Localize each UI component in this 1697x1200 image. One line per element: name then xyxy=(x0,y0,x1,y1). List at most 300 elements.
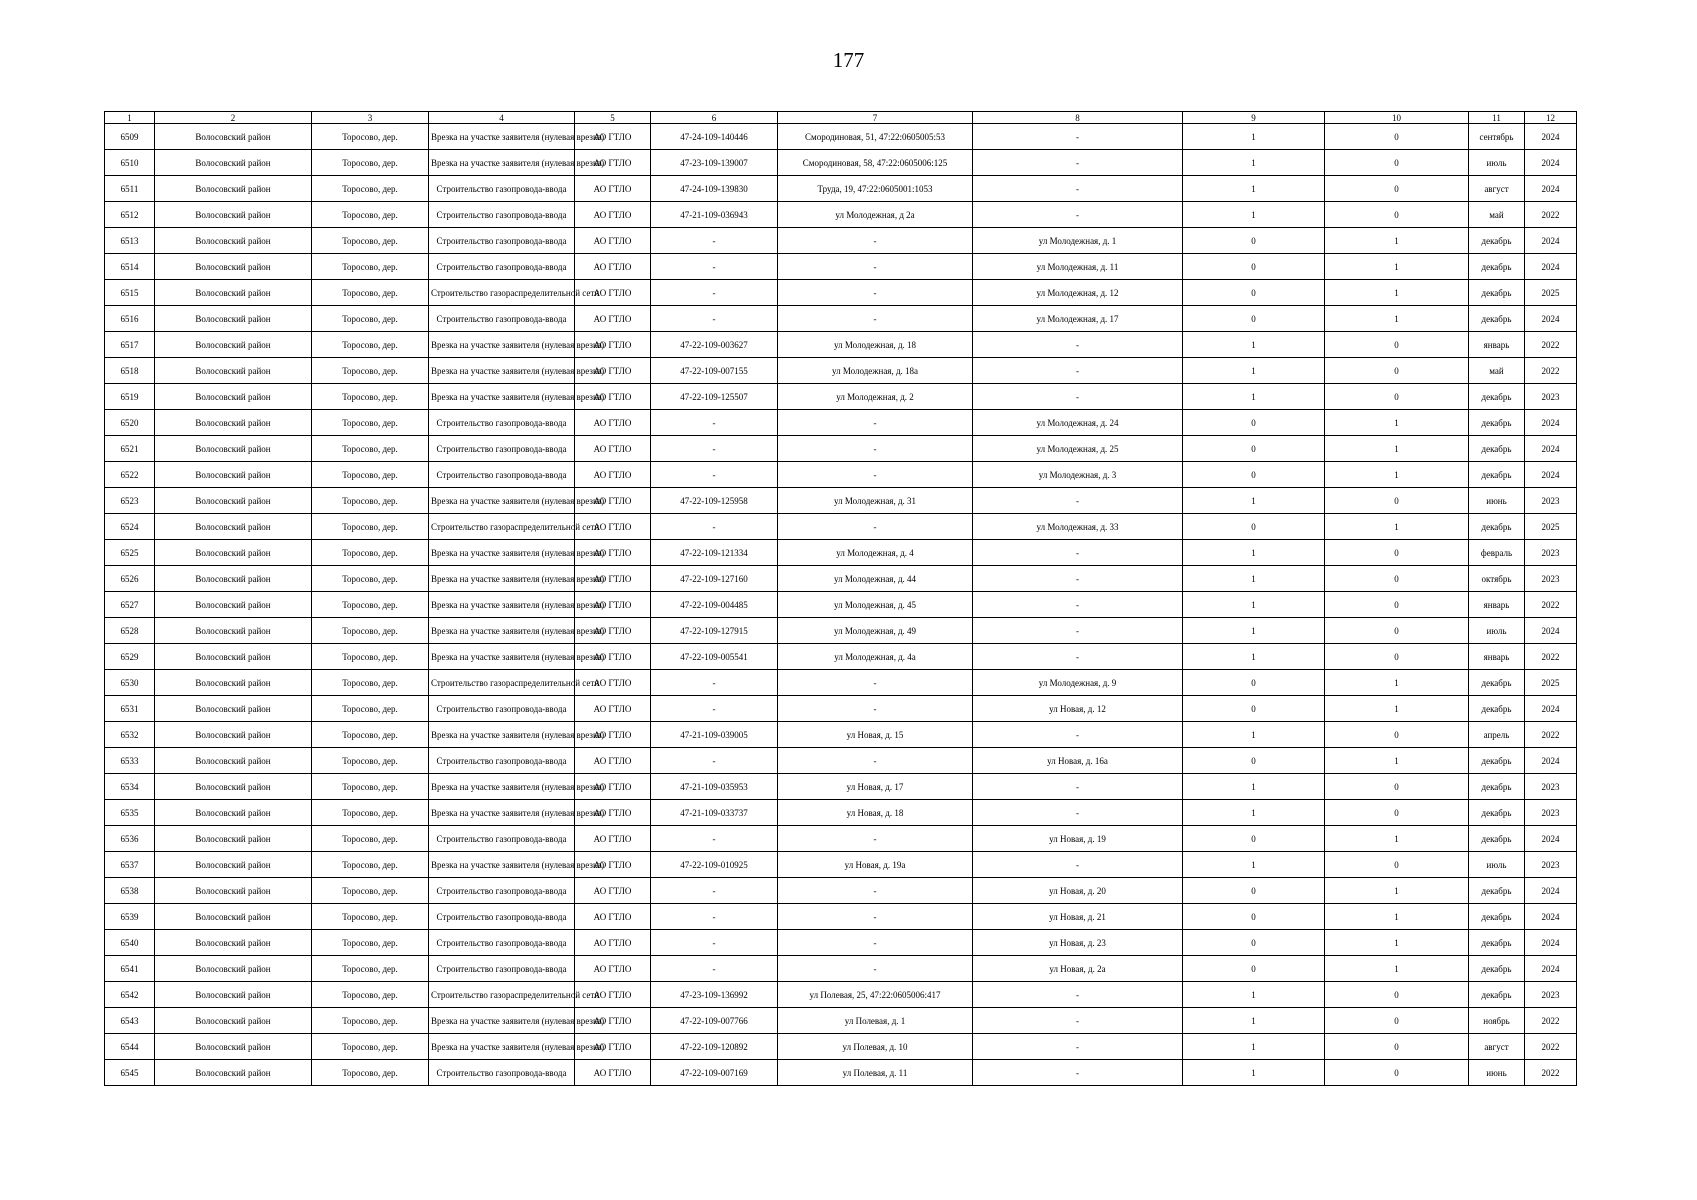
row-number-cell: 6520 xyxy=(105,410,155,436)
address-cell: - xyxy=(778,228,973,254)
count-a-cell: 1 xyxy=(1183,644,1325,670)
column-header: 11 xyxy=(1469,112,1525,124)
organization-cell: АО ГТЛО xyxy=(575,254,651,280)
planned-address-cell: ул Молодежная, д. 3 xyxy=(973,462,1183,488)
count-a-cell: 0 xyxy=(1183,956,1325,982)
settlement-cell: Торосово, дер. xyxy=(312,150,429,176)
count-b-cell: 1 xyxy=(1325,280,1469,306)
table-row xyxy=(105,800,1577,826)
row-number-cell: 6516 xyxy=(105,306,155,332)
organization-cell: АО ГТЛО xyxy=(575,930,651,956)
planned-address-cell: ул Молодежная, д. 11 xyxy=(973,254,1183,280)
work-type-cell: Строительство газопровода-ввода xyxy=(429,878,575,904)
row-number-cell: 6531 xyxy=(105,696,155,722)
table-row xyxy=(105,280,1577,306)
district-cell: Волосовский район xyxy=(155,358,312,384)
table-row xyxy=(105,930,1577,956)
address-cell: Смородиновая, 58, 47:22:0605006:125 xyxy=(778,150,973,176)
settlement-cell: Торосово, дер. xyxy=(312,670,429,696)
count-a-cell: 0 xyxy=(1183,670,1325,696)
district-cell: Волосовский район xyxy=(155,956,312,982)
district-cell: Волосовский район xyxy=(155,982,312,1008)
planned-address-cell: - xyxy=(973,1060,1183,1086)
table-row xyxy=(105,462,1577,488)
month-cell: декабрь xyxy=(1469,254,1525,280)
row-number-cell: 6545 xyxy=(105,1060,155,1086)
table-row xyxy=(105,254,1577,280)
table-row xyxy=(105,982,1577,1008)
settlement-cell: Торосово, дер. xyxy=(312,202,429,228)
settlement-cell: Торосово, дер. xyxy=(312,800,429,826)
table-row xyxy=(105,1060,1577,1086)
address-cell: - xyxy=(778,410,973,436)
table-row xyxy=(105,696,1577,722)
year-cell: 2024 xyxy=(1525,748,1577,774)
organization-cell: АО ГТЛО xyxy=(575,592,651,618)
work-type-cell: Строительство газопровода-ввода xyxy=(429,956,575,982)
planned-address-cell: - xyxy=(973,1008,1183,1034)
application-number-cell: - xyxy=(651,306,778,332)
month-cell: декабрь xyxy=(1469,514,1525,540)
address-cell: ул Новая, д. 19а xyxy=(778,852,973,878)
month-cell: декабрь xyxy=(1469,748,1525,774)
district-cell: Волосовский район xyxy=(155,826,312,852)
table-row xyxy=(105,514,1577,540)
table-row xyxy=(105,904,1577,930)
district-cell: Волосовский район xyxy=(155,930,312,956)
year-cell: 2022 xyxy=(1525,358,1577,384)
year-cell: 2024 xyxy=(1525,930,1577,956)
count-a-cell: 0 xyxy=(1183,696,1325,722)
application-number-cell: - xyxy=(651,748,778,774)
application-number-cell: - xyxy=(651,930,778,956)
month-cell: декабрь xyxy=(1469,306,1525,332)
row-number-cell: 6537 xyxy=(105,852,155,878)
address-cell: - xyxy=(778,254,973,280)
planned-address-cell: - xyxy=(973,566,1183,592)
settlement-cell: Торосово, дер. xyxy=(312,514,429,540)
organization-cell: АО ГТЛО xyxy=(575,982,651,1008)
count-a-cell: 1 xyxy=(1183,982,1325,1008)
planned-address-cell: ул Новая, д. 2а xyxy=(973,956,1183,982)
year-cell: 2025 xyxy=(1525,280,1577,306)
district-cell: Волосовский район xyxy=(155,618,312,644)
table-row xyxy=(105,748,1577,774)
application-number-cell: 47-22-109-125507 xyxy=(651,384,778,410)
settlement-cell: Торосово, дер. xyxy=(312,956,429,982)
row-number-cell: 6517 xyxy=(105,332,155,358)
settlement-cell: Торосово, дер. xyxy=(312,826,429,852)
count-a-cell: 1 xyxy=(1183,332,1325,358)
district-cell: Волосовский район xyxy=(155,384,312,410)
count-a-cell: 0 xyxy=(1183,514,1325,540)
count-a-cell: 1 xyxy=(1183,852,1325,878)
year-cell: 2023 xyxy=(1525,852,1577,878)
row-number-cell: 6521 xyxy=(105,436,155,462)
district-cell: Волосовский район xyxy=(155,514,312,540)
count-a-cell: 0 xyxy=(1183,436,1325,462)
organization-cell: АО ГТЛО xyxy=(575,670,651,696)
organization-cell: АО ГТЛО xyxy=(575,774,651,800)
application-number-cell: - xyxy=(651,410,778,436)
address-cell: ул Молодежная, д. 4 xyxy=(778,540,973,566)
count-a-cell: 1 xyxy=(1183,592,1325,618)
count-a-cell: 0 xyxy=(1183,904,1325,930)
planned-address-cell: - xyxy=(973,644,1183,670)
work-type-cell: Строительство газораспределительной сети xyxy=(429,514,575,540)
column-header: 2 xyxy=(155,112,312,124)
settlement-cell: Торосово, дер. xyxy=(312,878,429,904)
month-cell: декабрь xyxy=(1469,410,1525,436)
settlement-cell: Торосово, дер. xyxy=(312,306,429,332)
organization-cell: АО ГТЛО xyxy=(575,280,651,306)
work-type-cell: Строительство газопровода-ввода xyxy=(429,904,575,930)
year-cell: 2024 xyxy=(1525,228,1577,254)
count-a-cell: 0 xyxy=(1183,462,1325,488)
count-b-cell: 1 xyxy=(1325,306,1469,332)
application-number-cell: - xyxy=(651,878,778,904)
application-number-cell: 47-21-109-033737 xyxy=(651,800,778,826)
address-cell: - xyxy=(778,436,973,462)
address-cell: ул Молодежная, д. 2 xyxy=(778,384,973,410)
table-row xyxy=(105,826,1577,852)
table-row xyxy=(105,358,1577,384)
month-cell: декабрь xyxy=(1469,462,1525,488)
month-cell: октябрь xyxy=(1469,566,1525,592)
row-number-cell: 6518 xyxy=(105,358,155,384)
year-cell: 2024 xyxy=(1525,254,1577,280)
count-a-cell: 1 xyxy=(1183,800,1325,826)
table-row xyxy=(105,618,1577,644)
row-number-cell: 6523 xyxy=(105,488,155,514)
year-cell: 2023 xyxy=(1525,540,1577,566)
table-row xyxy=(105,852,1577,878)
application-number-cell: 47-22-109-121334 xyxy=(651,540,778,566)
district-cell: Волосовский район xyxy=(155,280,312,306)
year-cell: 2023 xyxy=(1525,800,1577,826)
organization-cell: АО ГТЛО xyxy=(575,852,651,878)
row-number-cell: 6530 xyxy=(105,670,155,696)
count-a-cell: 0 xyxy=(1183,228,1325,254)
count-b-cell: 0 xyxy=(1325,852,1469,878)
row-number-cell: 6522 xyxy=(105,462,155,488)
table-row xyxy=(105,1034,1577,1060)
settlement-cell: Торосово, дер. xyxy=(312,904,429,930)
settlement-cell: Торосово, дер. xyxy=(312,332,429,358)
count-b-cell: 0 xyxy=(1325,1034,1469,1060)
application-number-cell: 47-22-109-003627 xyxy=(651,332,778,358)
table-row xyxy=(105,540,1577,566)
month-cell: май xyxy=(1469,358,1525,384)
planned-address-cell: ул Молодежная, д. 24 xyxy=(973,410,1183,436)
planned-address-cell: - xyxy=(973,384,1183,410)
column-header: 6 xyxy=(651,112,778,124)
year-cell: 2022 xyxy=(1525,202,1577,228)
work-type-cell: Врезка на участке заявителя (нулевая врезка) xyxy=(429,384,575,410)
work-type-cell: Строительство газопровода-ввода xyxy=(429,410,575,436)
table-row xyxy=(105,592,1577,618)
month-cell: декабрь xyxy=(1469,800,1525,826)
count-b-cell: 0 xyxy=(1325,384,1469,410)
planned-address-cell: - xyxy=(973,722,1183,748)
application-number-cell: - xyxy=(651,956,778,982)
row-number-cell: 6543 xyxy=(105,1008,155,1034)
district-cell: Волосовский район xyxy=(155,1034,312,1060)
settlement-cell: Торосово, дер. xyxy=(312,566,429,592)
address-cell: - xyxy=(778,748,973,774)
settlement-cell: Торосово, дер. xyxy=(312,852,429,878)
year-cell: 2025 xyxy=(1525,514,1577,540)
count-b-cell: 1 xyxy=(1325,826,1469,852)
table-row xyxy=(105,384,1577,410)
count-b-cell: 1 xyxy=(1325,514,1469,540)
planned-address-cell: - xyxy=(973,618,1183,644)
work-type-cell: Врезка на участке заявителя (нулевая врезка) xyxy=(429,618,575,644)
row-number-cell: 6534 xyxy=(105,774,155,800)
district-cell: Волосовский район xyxy=(155,1008,312,1034)
address-cell: ул Новая, д. 17 xyxy=(778,774,973,800)
count-b-cell: 1 xyxy=(1325,410,1469,436)
settlement-cell: Торосово, дер. xyxy=(312,644,429,670)
year-cell: 2024 xyxy=(1525,306,1577,332)
count-a-cell: 1 xyxy=(1183,384,1325,410)
count-b-cell: 0 xyxy=(1325,618,1469,644)
planned-address-cell: - xyxy=(973,358,1183,384)
district-cell: Волосовский район xyxy=(155,852,312,878)
application-number-cell: 47-22-109-007766 xyxy=(651,1008,778,1034)
work-type-cell: Врезка на участке заявителя (нулевая врезка) xyxy=(429,124,575,150)
count-b-cell: 0 xyxy=(1325,176,1469,202)
settlement-cell: Торосово, дер. xyxy=(312,124,429,150)
district-cell: Волосовский район xyxy=(155,748,312,774)
month-cell: май xyxy=(1469,202,1525,228)
organization-cell: АО ГТЛО xyxy=(575,540,651,566)
district-cell: Волосовский район xyxy=(155,800,312,826)
month-cell: июль xyxy=(1469,618,1525,644)
page-number: 177 xyxy=(832,48,865,72)
count-a-cell: 0 xyxy=(1183,306,1325,332)
organization-cell: АО ГТЛО xyxy=(575,150,651,176)
row-number-cell: 6510 xyxy=(105,150,155,176)
organization-cell: АО ГТЛО xyxy=(575,566,651,592)
count-a-cell: 1 xyxy=(1183,540,1325,566)
application-number-cell: 47-22-109-125958 xyxy=(651,488,778,514)
year-cell: 2024 xyxy=(1525,956,1577,982)
count-b-cell: 0 xyxy=(1325,722,1469,748)
year-cell: 2024 xyxy=(1525,150,1577,176)
settlement-cell: Торосово, дер. xyxy=(312,592,429,618)
month-cell: ноябрь xyxy=(1469,1008,1525,1034)
year-cell: 2022 xyxy=(1525,1060,1577,1086)
month-cell: декабрь xyxy=(1469,670,1525,696)
district-cell: Волосовский район xyxy=(155,254,312,280)
work-type-cell: Строительство газораспределительной сети xyxy=(429,670,575,696)
organization-cell: АО ГТЛО xyxy=(575,410,651,436)
organization-cell: АО ГТЛО xyxy=(575,644,651,670)
application-number-cell: 47-21-109-039005 xyxy=(651,722,778,748)
organization-cell: АО ГТЛО xyxy=(575,514,651,540)
planned-address-cell: - xyxy=(973,124,1183,150)
count-a-cell: 1 xyxy=(1183,1060,1325,1086)
count-b-cell: 0 xyxy=(1325,124,1469,150)
planned-address-cell: ул Молодежная, д. 25 xyxy=(973,436,1183,462)
planned-address-cell: ул Молодежная, д. 1 xyxy=(973,228,1183,254)
application-number-cell: - xyxy=(651,462,778,488)
count-a-cell: 0 xyxy=(1183,748,1325,774)
work-type-cell: Врезка на участке заявителя (нулевая врезка) xyxy=(429,566,575,592)
row-number-cell: 6513 xyxy=(105,228,155,254)
month-cell: декабрь xyxy=(1469,774,1525,800)
district-cell: Волосовский район xyxy=(155,306,312,332)
settlement-cell: Торосово, дер. xyxy=(312,696,429,722)
organization-cell: АО ГТЛО xyxy=(575,124,651,150)
district-cell: Волосовский район xyxy=(155,592,312,618)
row-number-cell: 6528 xyxy=(105,618,155,644)
row-number-cell: 6544 xyxy=(105,1034,155,1060)
planned-address-cell: ул Новая, д. 12 xyxy=(973,696,1183,722)
table-row xyxy=(105,670,1577,696)
application-number-cell: - xyxy=(651,280,778,306)
table-row xyxy=(105,774,1577,800)
application-number-cell: 47-22-109-007169 xyxy=(651,1060,778,1086)
settlement-cell: Торосово, дер. xyxy=(312,1034,429,1060)
work-type-cell: Врезка на участке заявителя (нулевая врезка) xyxy=(429,852,575,878)
work-type-cell: Врезка на участке заявителя (нулевая врезка) xyxy=(429,592,575,618)
address-cell: ул Полевая, д. 1 xyxy=(778,1008,973,1034)
count-b-cell: 0 xyxy=(1325,566,1469,592)
count-a-cell: 1 xyxy=(1183,150,1325,176)
count-b-cell: 0 xyxy=(1325,982,1469,1008)
table-row xyxy=(105,124,1577,150)
year-cell: 2022 xyxy=(1525,592,1577,618)
address-cell: Смородиновая, 51, 47:22:0605005:53 xyxy=(778,124,973,150)
row-number-cell: 6526 xyxy=(105,566,155,592)
table-row xyxy=(105,644,1577,670)
work-type-cell: Строительство газораспределительной сети xyxy=(429,982,575,1008)
year-cell: 2024 xyxy=(1525,878,1577,904)
address-cell: ул Полевая, д. 11 xyxy=(778,1060,973,1086)
year-cell: 2023 xyxy=(1525,774,1577,800)
column-header: 9 xyxy=(1183,112,1325,124)
organization-cell: АО ГТЛО xyxy=(575,878,651,904)
table-row xyxy=(105,436,1577,462)
district-cell: Волосовский район xyxy=(155,566,312,592)
address-cell: - xyxy=(778,904,973,930)
settlement-cell: Торосово, дер. xyxy=(312,982,429,1008)
application-number-cell: 47-21-109-035953 xyxy=(651,774,778,800)
planned-address-cell: - xyxy=(973,774,1183,800)
district-cell: Волосовский район xyxy=(155,774,312,800)
table-row xyxy=(105,1008,1577,1034)
work-type-cell: Строительство газопровода-ввода xyxy=(429,748,575,774)
count-a-cell: 1 xyxy=(1183,488,1325,514)
count-b-cell: 0 xyxy=(1325,488,1469,514)
count-b-cell: 1 xyxy=(1325,670,1469,696)
settlement-cell: Торосово, дер. xyxy=(312,488,429,514)
planned-address-cell: - xyxy=(973,852,1183,878)
table-row xyxy=(105,202,1577,228)
row-number-cell: 6524 xyxy=(105,514,155,540)
district-cell: Волосовский район xyxy=(155,176,312,202)
district-cell: Волосовский район xyxy=(155,878,312,904)
count-a-cell: 1 xyxy=(1183,124,1325,150)
work-type-cell: Строительство газораспределительной сети xyxy=(429,280,575,306)
settlement-cell: Торосово, дер. xyxy=(312,774,429,800)
address-cell: - xyxy=(778,956,973,982)
district-cell: Волосовский район xyxy=(155,410,312,436)
address-cell: ул Молодежная, д. 18а xyxy=(778,358,973,384)
planned-address-cell: ул Молодежная, д. 9 xyxy=(973,670,1183,696)
column-header: 8 xyxy=(973,112,1183,124)
address-cell: ул Молодежная, д. 31 xyxy=(778,488,973,514)
table-row xyxy=(105,488,1577,514)
organization-cell: АО ГТЛО xyxy=(575,306,651,332)
application-number-cell: - xyxy=(651,904,778,930)
table-row xyxy=(105,176,1577,202)
year-cell: 2023 xyxy=(1525,982,1577,1008)
month-cell: декабрь xyxy=(1469,956,1525,982)
application-number-cell: 47-23-109-139007 xyxy=(651,150,778,176)
organization-cell: АО ГТЛО xyxy=(575,618,651,644)
organization-cell: АО ГТЛО xyxy=(575,384,651,410)
month-cell: сентябрь xyxy=(1469,124,1525,150)
count-b-cell: 0 xyxy=(1325,800,1469,826)
work-type-cell: Строительство газопровода-ввода xyxy=(429,254,575,280)
month-cell: декабрь xyxy=(1469,904,1525,930)
organization-cell: АО ГТЛО xyxy=(575,358,651,384)
count-b-cell: 1 xyxy=(1325,904,1469,930)
count-b-cell: 0 xyxy=(1325,202,1469,228)
planned-address-cell: ул Молодежная, д. 12 xyxy=(973,280,1183,306)
organization-cell: АО ГТЛО xyxy=(575,696,651,722)
column-number-row xyxy=(105,112,1577,124)
count-b-cell: 1 xyxy=(1325,878,1469,904)
column-header: 12 xyxy=(1525,112,1577,124)
address-cell: ул Полевая, 25, 47:22:0605006:417 xyxy=(778,982,973,1008)
work-type-cell: Строительство газопровода-ввода xyxy=(429,930,575,956)
count-a-cell: 1 xyxy=(1183,722,1325,748)
settlement-cell: Торосово, дер. xyxy=(312,228,429,254)
address-cell: ул Молодежная, д. 49 xyxy=(778,618,973,644)
district-cell: Волосовский район xyxy=(155,202,312,228)
application-number-cell: 47-24-109-140446 xyxy=(651,124,778,150)
month-cell: июнь xyxy=(1469,488,1525,514)
count-b-cell: 0 xyxy=(1325,358,1469,384)
year-cell: 2023 xyxy=(1525,566,1577,592)
settlement-cell: Торосово, дер. xyxy=(312,176,429,202)
organization-cell: АО ГТЛО xyxy=(575,436,651,462)
row-number-cell: 6540 xyxy=(105,930,155,956)
count-a-cell: 0 xyxy=(1183,826,1325,852)
count-a-cell: 0 xyxy=(1183,254,1325,280)
count-a-cell: 0 xyxy=(1183,410,1325,436)
address-cell: - xyxy=(778,514,973,540)
planned-address-cell: ул Новая, д. 21 xyxy=(973,904,1183,930)
row-number-cell: 6512 xyxy=(105,202,155,228)
application-number-cell: - xyxy=(651,254,778,280)
month-cell: июнь xyxy=(1469,1060,1525,1086)
district-cell: Волосовский район xyxy=(155,124,312,150)
application-number-cell: 47-22-109-005541 xyxy=(651,644,778,670)
row-number-cell: 6511 xyxy=(105,176,155,202)
work-type-cell: Врезка на участке заявителя (нулевая врезка) xyxy=(429,488,575,514)
row-number-cell: 6525 xyxy=(105,540,155,566)
table-row xyxy=(105,878,1577,904)
row-number-cell: 6539 xyxy=(105,904,155,930)
count-a-cell: 0 xyxy=(1183,280,1325,306)
organization-cell: АО ГТЛО xyxy=(575,228,651,254)
address-cell: ул Полевая, д. 10 xyxy=(778,1034,973,1060)
